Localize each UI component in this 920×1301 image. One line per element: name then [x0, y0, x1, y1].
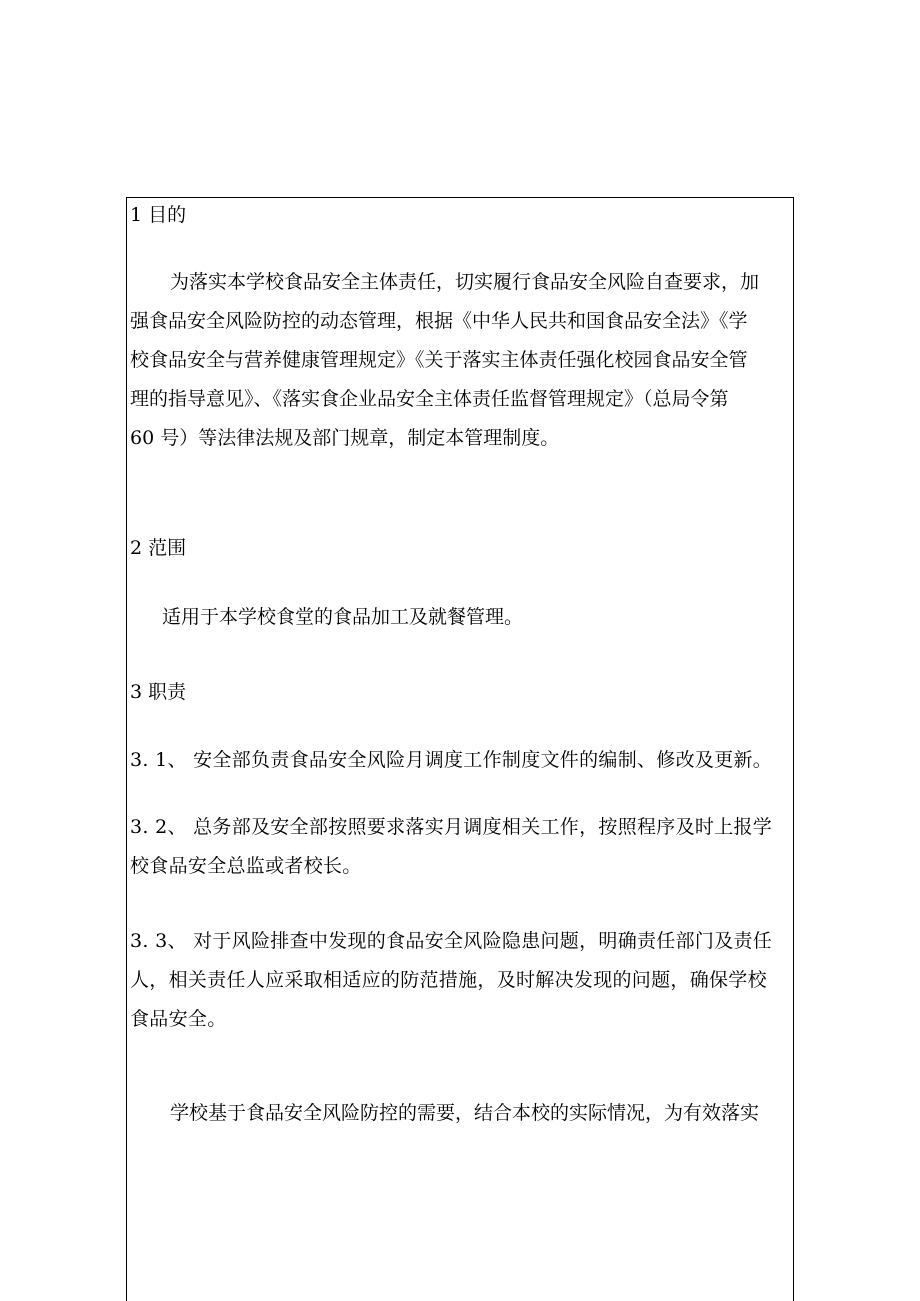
paragraph-line: 强食品安全风险防控的动态管理，根据《中华人民共和国食品安全法》《学 [130, 310, 748, 332]
section-1-paragraph [130, 263, 790, 458]
closing-paragraph [130, 1094, 790, 1133]
list-item [130, 808, 790, 886]
section-1-heading: 1 目的 [130, 204, 187, 226]
paragraph-line: 校食品安全与营养健康管理规定》《关于落实主体责任强化校园食品安全管 [130, 349, 748, 371]
list-item [130, 922, 790, 1039]
item-line: 校食品安全总监或者校长。 [130, 855, 362, 877]
section-2-paragraph [130, 598, 790, 637]
section-2-heading: 2 范围 [130, 537, 187, 559]
item-line: 食品安全。 [130, 1008, 227, 1030]
item-line: 3. 3、 对于风险排查中发现的食品安全风险隐患问题，明确责任部门及责任 [130, 930, 773, 952]
paragraph-line: 理的指导意见》、《落实食企业品安全主体责任监督管理规定》（总局令第 [130, 388, 729, 410]
section-3-heading: 3 职责 [130, 681, 187, 703]
paragraph-line: 学校基于食品安全风险防控的需要，结合本校的实际情况，为有效落实 [170, 1102, 760, 1124]
item-line: 人，相关责任人应采取相适应的防范措施，及时解决发现的问题，确保学校 [130, 969, 767, 991]
list-item [130, 741, 790, 780]
item-line: 3. 2、 总务部及安全部按照要求落实月调度相关工作，按照程序及时上报学 [130, 816, 773, 838]
item-line: 3. 1、 安全部负责食品安全风险月调度工作制度文件的编制、修改及更新。 [130, 749, 773, 771]
paragraph-line: 为落实本学校食品安全主体责任，切实履行食品安全风险自查要求，加 [170, 271, 760, 293]
paragraph-line: 适用于本学校食堂的食品加工及就餐管理。 [162, 606, 524, 628]
paragraph-line: 60 号）等法律法规及部门规章，制定本管理制度。 [130, 427, 560, 449]
